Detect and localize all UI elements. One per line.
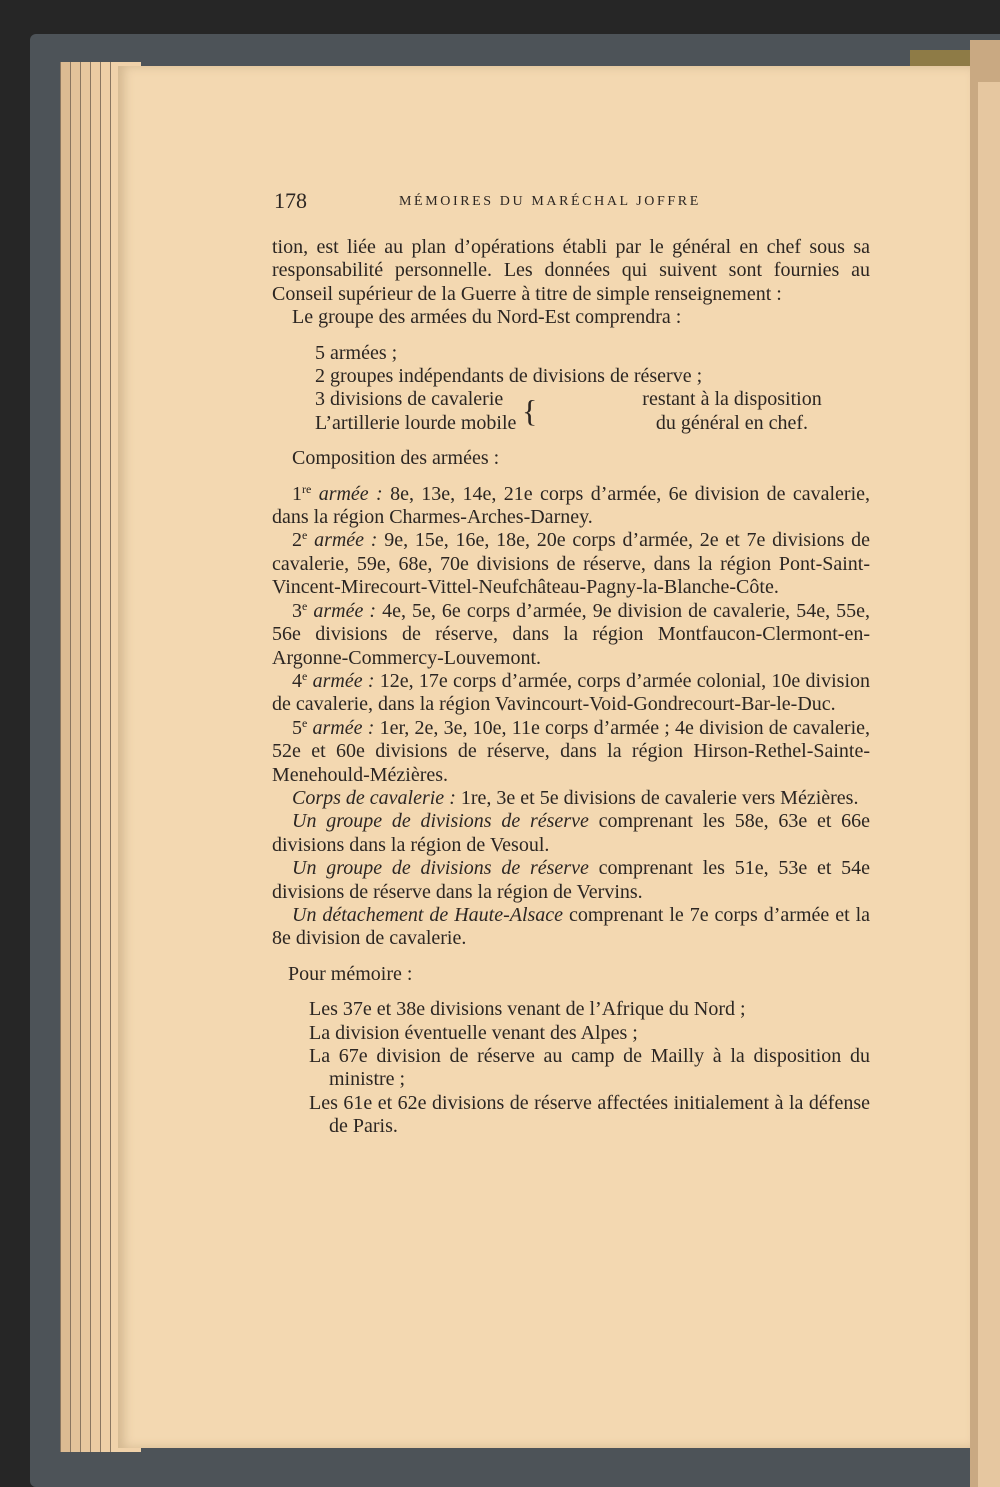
detachement-entry: Un détachement de Haute-Alsace comprenant le 7e corps d’armée et la 8e division de cavalerie.	[272, 903, 870, 950]
brace-glyph: {	[522, 394, 538, 429]
running-title: MÉMOIRES DU MARÉCHAL JOFFRE	[399, 194, 701, 209]
armee-entry: 2e armée : 9e, 15e, 16e, 18e, 20e corps d’armée, 2e et 7e divisions de cavalerie, 59e, 68e, 70e divisions de réserve, dans la région Pont-Saint-Vincent-Mirecourt-Vittel-Neufchâteau-Pagny-la-Blanche-Côte.	[272, 528, 871, 599]
memoire-title: Pour mémoire :	[288, 962, 413, 985]
armee-entry: 4e armée : 12e, 17e corps d’armée, corps d’armée colonial, 10e division de cavalerie, dans la région Vavincourt-Void-Gondrecourt-Bar-le-Duc.	[272, 668, 871, 716]
composition-title: Composition des armées :	[292, 447, 500, 470]
armee-entry: 5e armée : 1er, 2e, 3e, 10e, 11e corps d’armée ; 4e division de cavalerie, 52e et 60e divisions de réserve, dans la région Hirson-Rethel-Sainte-Menehould-Mézières.	[272, 715, 870, 786]
armee-entry: 3e armée : 4e, 5e, 6e corps d’armée, 9e division de cavalerie, 54e, 55e, 56e divisions de réserve, dans la région Montfaucon-Clermont-en-Argonne-Commercy-Louvemont.	[272, 598, 871, 669]
reserve-note-line: restant à la disposition	[642, 388, 822, 411]
paragraph: tion, est liée au plan d’opérations établi par le général en chef sous sa responsabilité personnelle. Les données qui suivent sont fournies au Conseil supérieur de la Guerre à titre de simple renseignement :	[272, 236, 870, 305]
list-item: L’artillerie lourde mobile	[315, 411, 517, 434]
page-body	[272, 236, 870, 1139]
page-header	[274, 188, 874, 218]
groupe-entry: Un groupe de divisions de réserve comprenant les 58e, 63e et 66e divisions dans la région de Vesoul.	[272, 810, 870, 856]
memoire-item: Les 37e et 38e divisions venant de l’Afrique du Nord ;	[309, 998, 746, 1021]
groupe-entry: Un groupe de divisions de réserve comprenant les 51e, 53e et 54e divisions de réserve dans la région de Vervins.	[272, 857, 870, 903]
list-item: 5 armées ;	[315, 341, 398, 364]
reserve-note-line: du général en chef.	[655, 411, 809, 434]
paragraph: Le groupe des armées du Nord-Est comprendra :	[292, 306, 682, 329]
reserve-block	[272, 388, 870, 435]
list-item: 2 groupes indépendants de divisions de réserve ;	[315, 365, 703, 388]
list-item: 3 divisions de cavalerie	[315, 388, 504, 411]
memoire-item: La 67e division de réserve au camp de Mailly à la disposition du ministre ;	[309, 1045, 870, 1091]
armee-entry: 1re armée : 8e, 13e, 14e, 21e corps d’armée, 6e division de cavalerie, dans la région Charmes-Arches-Darney.	[272, 481, 871, 529]
corps-cavalerie-entry: Corps de cavalerie : 1re, 3e et 5e divisions de cavalerie vers Mézières.	[292, 786, 859, 809]
memoire-item: Les 61e et 62e divisions de réserve affectées initialement à la défense de Paris.	[309, 1091, 870, 1138]
memoire-item: La division éventuelle venant des Alpes ;	[309, 1021, 638, 1044]
next-page	[978, 82, 1000, 1487]
page-number: 178	[274, 188, 307, 213]
